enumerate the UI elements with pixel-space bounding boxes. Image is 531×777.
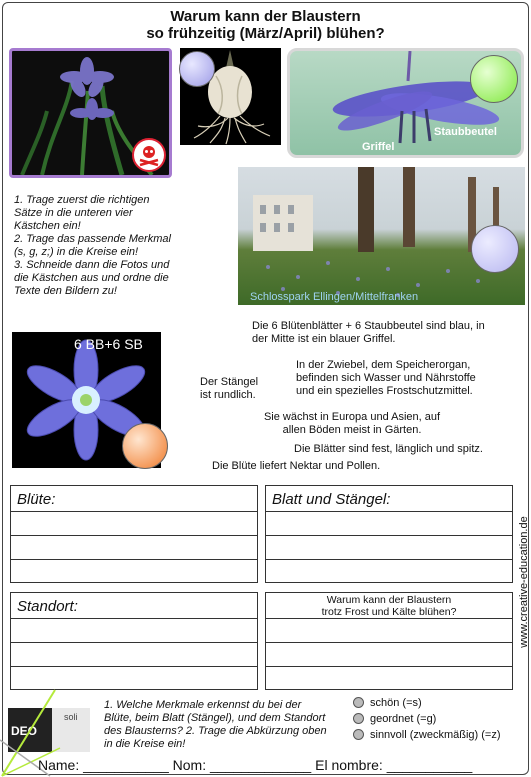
box-standort-heading: Standort: — [11, 593, 257, 619]
box-standort[interactable] — [10, 592, 258, 690]
answer-line[interactable] — [11, 512, 257, 536]
box-frost[interactable] — [265, 592, 513, 690]
photo-blaustern-plant — [9, 48, 172, 178]
label-park: Schlosspark Ellingen/Mittelfranken — [250, 291, 419, 303]
poison-warning-icon — [132, 138, 166, 172]
legend-item: schön (=s) — [353, 697, 501, 709]
answer-circle-park[interactable] — [471, 225, 519, 273]
name-line[interactable]: Name: ___________ Nom: _____________ El nombre: ___________ — [38, 757, 473, 773]
box-blatt-heading: Blatt und Stängel: — [266, 486, 512, 512]
answer-line[interactable] — [266, 512, 512, 536]
label-griffel: Griffel — [362, 141, 395, 153]
answer-circle-flower-closeup[interactable] — [470, 55, 518, 103]
answer-circle-bulb[interactable] — [179, 51, 215, 87]
statement-blaetter[interactable]: Die Blätter sind fest, länglich und spitz. — [294, 443, 483, 455]
deo-logo: DEO soli — [8, 708, 90, 752]
statement-zwiebel[interactable]: In der Zwiebel, dem Speicherorgan, befinden sich Wasser und Nährstoffe und ein spezielles Frostschutzmittel. — [296, 359, 476, 397]
instructions: 1. Trage zuerst die richtigen Sätze in die unteren vier Kästchen ein! 2. Trage das passende Merkmal (s, g, z;) in die Kreise ein! 3. Schneide dann die Fotos und die Kästchen aus und ordne die Texte den Bildern zu! — [14, 194, 171, 297]
answer-line[interactable] — [11, 536, 257, 560]
bullet-icon — [353, 729, 364, 740]
answer-line[interactable] — [11, 560, 257, 584]
answer-line[interactable] — [266, 536, 512, 560]
legend-item: sinnvoll (zweckmäßig) (=z) — [353, 729, 501, 741]
answer-line[interactable] — [266, 667, 512, 691]
answer-line[interactable] — [266, 619, 512, 643]
bullet-icon — [353, 697, 364, 708]
legend — [353, 697, 501, 741]
answer-line[interactable] — [266, 560, 512, 584]
statement-nektar[interactable]: Die Blüte liefert Nektar und Pollen. — [212, 460, 381, 472]
page-title: Warum kann der Blaustern so frühzeitig (März/April) blühen? — [146, 8, 385, 42]
box-frost-heading: Warum kann der Blaustern trotz Frost und Kälte blühen? — [266, 593, 512, 619]
answer-line[interactable] — [266, 643, 512, 667]
legend-item: geordnet (=g) — [353, 713, 501, 725]
answer-line[interactable] — [11, 619, 257, 643]
box-bluete[interactable] — [10, 485, 258, 583]
box-blatt[interactable] — [265, 485, 513, 583]
statement-blueten[interactable]: Die 6 Blütenblätter + 6 Staubbeutel sind blau, in der Mitte ist ein blauer Griffel. — [252, 320, 485, 345]
answer-line[interactable] — [11, 643, 257, 667]
label-flower-count: 6 BB+6 SB — [74, 336, 143, 352]
side-website: www.creative-education.de — [518, 516, 530, 648]
question-text: 1. Welche Merkmale erkennst du bei der Blüte, beim Blatt (Stängel), und dem Standort des Blausterns? 2. Trage die Abkürzung oben in die Kreise ein! — [104, 699, 327, 750]
statement-staengel[interactable]: Der Stängel ist rundlich. — [200, 376, 259, 401]
answer-circle-star-flower[interactable] — [122, 423, 168, 469]
label-staubbeutel: Staubbeutel — [434, 126, 497, 138]
box-bluete-heading: Blüte: — [11, 486, 257, 512]
bullet-icon — [353, 713, 364, 724]
statement-standort[interactable]: Sie wächst in Europa und Asien, auf allen Böden meist in Gärten. — [263, 411, 441, 436]
